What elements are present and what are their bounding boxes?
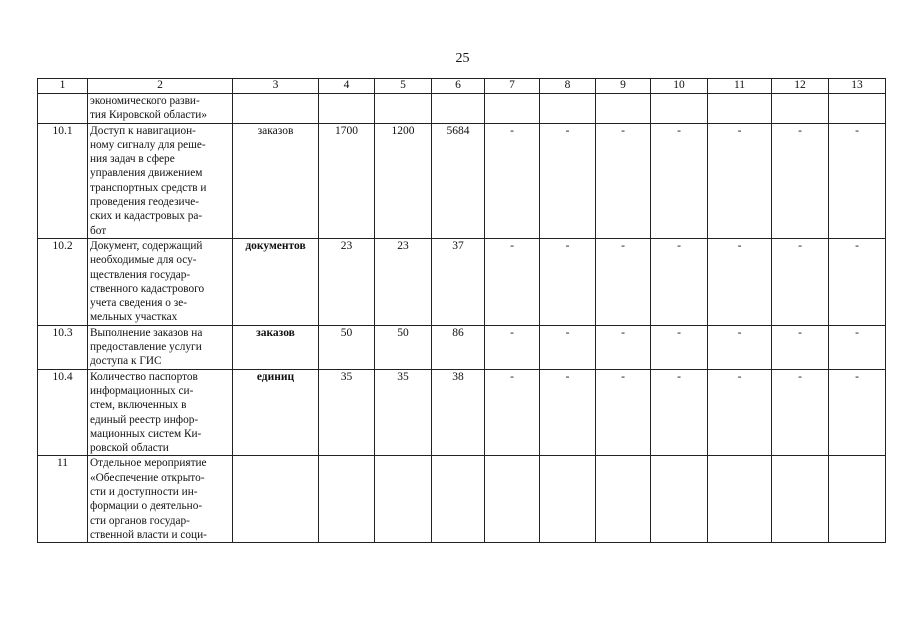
data-table [37, 78, 886, 543]
value-cell-col10: - [651, 325, 708, 369]
value-cell-col11 [708, 94, 772, 124]
description-line: сти и доступности ин- [90, 486, 198, 499]
description-line: формации о деятельно- [90, 500, 203, 513]
description-line: ровской области [90, 442, 169, 455]
value-cell-col13: - [829, 369, 886, 456]
value-cell-col12: - [772, 238, 829, 325]
table-row [38, 369, 886, 456]
value-cell-col11: - [708, 325, 772, 369]
row-description-cell [88, 369, 233, 456]
page-number: 25 [455, 51, 470, 66]
description-line: Отдельное мероприятие [90, 457, 207, 470]
description-line: ских и кадастровых ра- [90, 210, 203, 223]
value-cell-col4 [319, 94, 375, 124]
column-header: 7 [485, 79, 540, 94]
value-cell-col7: - [485, 238, 540, 325]
value-cell-col12: - [772, 123, 829, 238]
unit-cell [233, 94, 319, 124]
value-cell-col13: - [829, 238, 886, 325]
value-cell-col8 [540, 456, 596, 543]
value-cell-col5 [375, 456, 432, 543]
description-line: ному сигналу для реше- [90, 138, 206, 151]
value-cell-col7: - [485, 123, 540, 238]
table-header-row [38, 79, 886, 94]
unit-cell: заказов [233, 325, 319, 369]
description-line: ществления государ- [90, 268, 191, 281]
value-cell-col10: - [651, 238, 708, 325]
value-cell-col5: 50 [375, 325, 432, 369]
value-cell-col4: 23 [319, 238, 375, 325]
value-cell-col11: - [708, 369, 772, 456]
value-cell-col11: - [708, 238, 772, 325]
column-header: 1 [38, 79, 88, 94]
description-line: информационных си- [90, 384, 194, 397]
value-cell-col4: 35 [319, 369, 375, 456]
description-line: ственного кадастрового [90, 282, 205, 295]
value-cell-col10 [651, 456, 708, 543]
value-cell-col4 [319, 456, 375, 543]
column-header: 12 [772, 79, 829, 94]
value-cell-col9 [596, 94, 651, 124]
column-header: 6 [432, 79, 485, 94]
description-line: Доступ к навигацион- [90, 124, 196, 137]
row-number-cell [38, 94, 88, 124]
value-cell-col6: 38 [432, 369, 485, 456]
table-row [38, 325, 886, 369]
row-number-cell: 10.1 [38, 123, 88, 238]
table-row [38, 123, 886, 238]
value-cell-col10 [651, 94, 708, 124]
value-cell-col13 [829, 456, 886, 543]
value-cell-col5: 35 [375, 369, 432, 456]
row-description-cell [88, 456, 233, 543]
description-line: бот [90, 224, 107, 237]
table-row [38, 456, 886, 543]
value-cell-col7: - [485, 325, 540, 369]
value-cell-col4: 50 [319, 325, 375, 369]
description-line: сти органов государ- [90, 514, 190, 527]
table-row [38, 94, 886, 124]
value-cell-col7 [485, 456, 540, 543]
value-cell-col13: - [829, 123, 886, 238]
description-line: учета сведения о зе- [90, 297, 187, 310]
value-cell-col4: 1700 [319, 123, 375, 238]
description-line: мельных участках [90, 311, 178, 324]
description-line: ственной власти и соци- [90, 528, 207, 541]
description-line: «Обеспечение открыто- [90, 471, 205, 484]
description-line: проведения геодезиче- [90, 196, 200, 209]
unit-cell: документов [233, 238, 319, 325]
row-number-cell: 10.4 [38, 369, 88, 456]
value-cell-col6 [432, 94, 485, 124]
row-description-cell [88, 238, 233, 325]
value-cell-col5 [375, 94, 432, 124]
value-cell-col6 [432, 456, 485, 543]
value-cell-col12 [772, 456, 829, 543]
value-cell-col6: 37 [432, 238, 485, 325]
description-line: Документ, содержащий [90, 239, 203, 252]
value-cell-col6: 86 [432, 325, 485, 369]
description-line: Количество паспортов [90, 370, 198, 383]
value-cell-col6: 5684 [432, 123, 485, 238]
row-description-cell [88, 94, 233, 124]
unit-cell: заказов [233, 123, 319, 238]
value-cell-col9: - [596, 325, 651, 369]
value-cell-col7: - [485, 369, 540, 456]
value-cell-col8: - [540, 123, 596, 238]
description-line: стем, включенных в [90, 399, 187, 412]
value-cell-col5: 23 [375, 238, 432, 325]
value-cell-col9: - [596, 369, 651, 456]
description-line: единый реестр инфор- [90, 413, 199, 426]
value-cell-col9: - [596, 123, 651, 238]
value-cell-col12: - [772, 325, 829, 369]
description-line: необходимые для осу- [90, 254, 197, 267]
value-cell-col9 [596, 456, 651, 543]
value-cell-col13: - [829, 325, 886, 369]
row-description-cell [88, 325, 233, 369]
column-header: 5 [375, 79, 432, 94]
table-row [38, 238, 886, 325]
unit-cell: единиц [233, 369, 319, 456]
description-line: тия Кировской области» [90, 109, 208, 122]
value-cell-col11 [708, 456, 772, 543]
value-cell-col10: - [651, 369, 708, 456]
value-cell-col13 [829, 94, 886, 124]
value-cell-col12 [772, 94, 829, 124]
column-header: 4 [319, 79, 375, 94]
value-cell-col10: - [651, 123, 708, 238]
value-cell-col5: 1200 [375, 123, 432, 238]
column-header: 9 [596, 79, 651, 94]
row-description-cell [88, 123, 233, 238]
value-cell-col7 [485, 94, 540, 124]
description-line: предоставление услуги [90, 341, 202, 354]
column-header: 8 [540, 79, 596, 94]
description-line: мационных систем Ки- [90, 427, 202, 440]
column-header: 11 [708, 79, 772, 94]
description-line: Выполнение заказов на [90, 326, 203, 339]
value-cell-col9: - [596, 238, 651, 325]
description-line: доступа к ГИС [90, 355, 162, 368]
column-header: 13 [829, 79, 886, 94]
column-header: 10 [651, 79, 708, 94]
description-line: транспортных средств и [90, 181, 207, 194]
value-cell-col8 [540, 94, 596, 124]
value-cell-col8: - [540, 369, 596, 456]
column-header: 2 [88, 79, 233, 94]
value-cell-col12: - [772, 369, 829, 456]
value-cell-col8: - [540, 325, 596, 369]
value-cell-col11: - [708, 123, 772, 238]
description-line: экономического разви- [90, 95, 200, 107]
description-line: управления движением [90, 167, 203, 180]
unit-cell [233, 456, 319, 543]
row-number-cell: 10.3 [38, 325, 88, 369]
value-cell-col8: - [540, 238, 596, 325]
column-header: 3 [233, 79, 319, 94]
row-number-cell: 11 [38, 456, 88, 543]
description-line: ния задач в сфере [90, 153, 175, 166]
row-number-cell: 10.2 [38, 238, 88, 325]
